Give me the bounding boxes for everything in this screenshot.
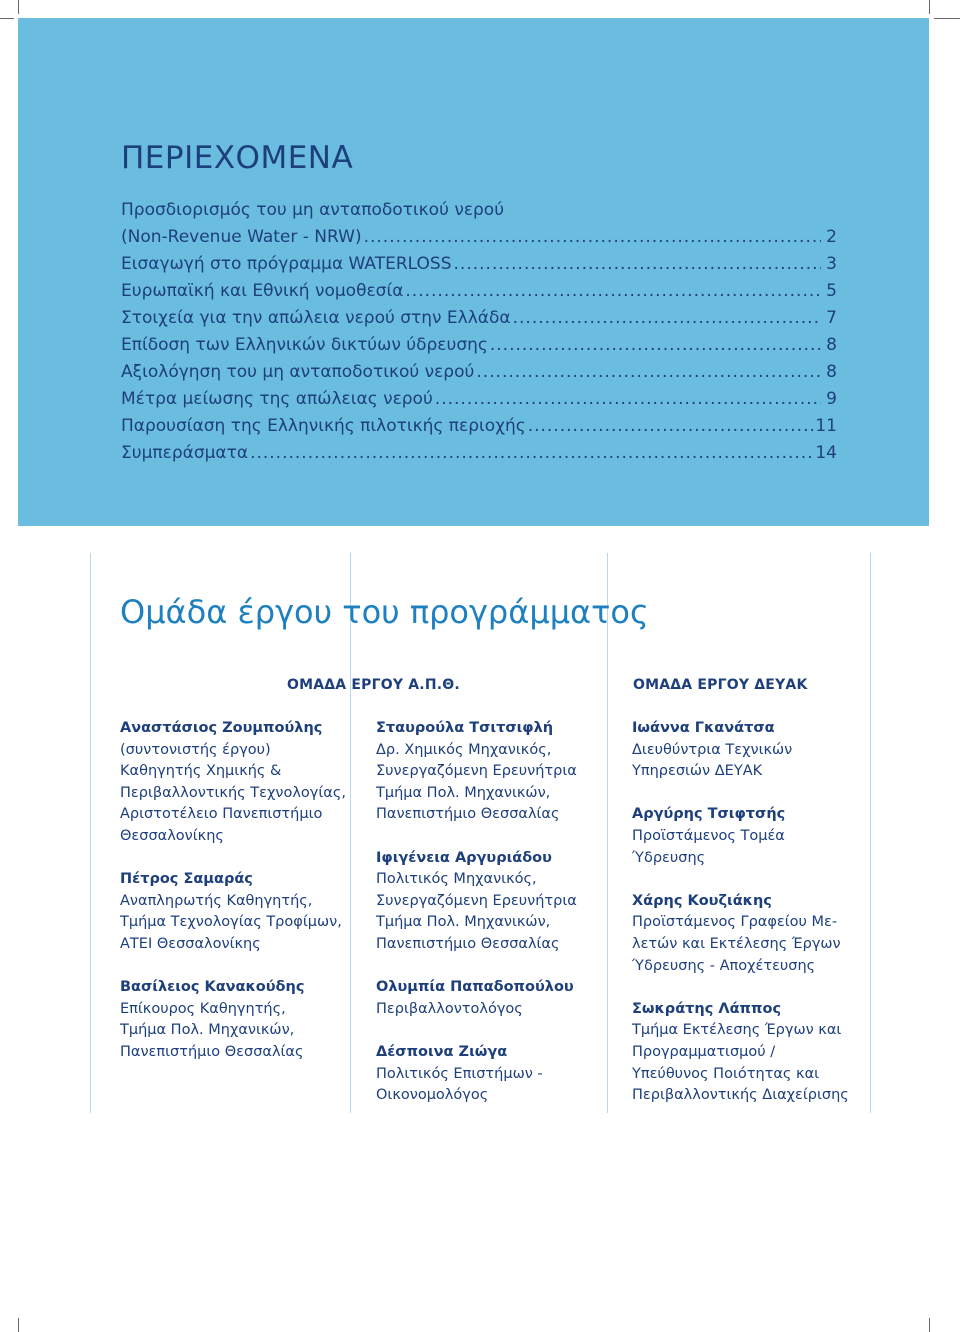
- toc-item[interactable]: [121, 224, 837, 251]
- member-name: Σωκράτης Λάππος: [632, 1000, 782, 1017]
- toc-item-page: 8: [826, 335, 837, 355]
- toc-leader: [454, 251, 821, 278]
- toc-item-label: (Non-Revenue Water - NRW): [121, 227, 362, 247]
- member-role-line: λετών και Εκτέλεσης Έργων: [632, 935, 841, 952]
- member-role-line: Καθηγητής Χημικής &: [120, 763, 282, 780]
- toc-leader: [490, 332, 821, 359]
- member-role-line: Περιβαλλοντολόγος: [376, 1000, 523, 1017]
- member-role-line: Πολιτικός Επιστήμων -: [376, 1065, 543, 1082]
- team-member: [376, 848, 577, 956]
- member-role-line: Πολιτικός Μηχανικός,: [376, 871, 537, 888]
- member-role-line: Αναπληρωτής Καθηγητής,: [120, 892, 313, 909]
- toc-item-label: Παρουσίαση της Ελληνικής πιλοτικής περιοχής: [121, 416, 526, 436]
- toc-item[interactable]: [121, 251, 837, 278]
- member-name: Ολυμπία Παπαδοπούλου: [376, 979, 574, 996]
- toc-leader: [513, 305, 821, 332]
- member-role-line: Προϊστάμενος Τομέα: [632, 827, 785, 844]
- toc-item-label: Εισαγωγή στο πρόγραμμα WATERLOSS: [121, 254, 452, 274]
- team-member: [376, 977, 577, 1020]
- team-member: [632, 891, 849, 977]
- member-role-line: Προϊστάμενος Γραφείου Με-: [632, 914, 838, 931]
- member-role-line: Περιβαλλοντικής Τεχνολογίας,: [120, 784, 346, 801]
- toc-item-label: Μέτρα μείωσης της απώλειας νερού: [121, 389, 433, 409]
- member-role-line: Τμήμα Εκτέλεσης Έργων και: [632, 1022, 842, 1039]
- crop-mark-top-left-v: [18, 0, 19, 14]
- toc-item-label: Αξιολόγηση του μη ανταποδοτικού νερού: [121, 362, 475, 382]
- toc-item[interactable]: [121, 359, 837, 386]
- team-title: Ομάδα έργου του προγράμματος: [120, 593, 649, 631]
- toc-leader: [405, 278, 821, 305]
- team-member: [120, 977, 346, 1063]
- member-role-line: Διευθύντρια Τεχνικών: [632, 741, 793, 758]
- member-role-line: Υπεύθυνος Ποιότητας και: [632, 1065, 820, 1082]
- toc-first-line-label: Προσδιορισμός του μη ανταποδοτικού νερού: [121, 200, 505, 220]
- toc-item-page: 7: [826, 308, 837, 328]
- team-member: [376, 718, 577, 826]
- guide-line-middle: [350, 553, 351, 1113]
- toc-item[interactable]: [121, 386, 837, 413]
- toc-item-label: Συμπεράσματα: [121, 443, 249, 463]
- member-role-line: Ύδρευσης - Αποχέτευσης: [632, 957, 816, 974]
- member-name: Χάρης Κουζιάκης: [632, 892, 772, 909]
- member-role-line: Ύδρευσης: [632, 849, 706, 866]
- member-role-line: (συντονιστής έργου): [120, 741, 271, 758]
- crop-mark-top-right-v: [929, 0, 930, 14]
- toc-item[interactable]: [121, 278, 837, 305]
- toc-item[interactable]: [121, 413, 837, 440]
- member-role-line: Τμήμα Πολ. Μηχανικών,: [376, 784, 551, 801]
- member-role-line: Πανεπιστήμιο Θεσσαλίας: [376, 806, 560, 823]
- toc-leader: [250, 440, 813, 467]
- team-member: [632, 804, 849, 869]
- team-column-2: [376, 718, 577, 1128]
- toc-item-page: 5: [826, 281, 837, 301]
- team-member: [120, 869, 346, 955]
- member-name: Ιωάννα Γκανάτσα: [632, 720, 775, 736]
- member-role-line: Συνεργαζόμενη Ερευνήτρια: [376, 763, 577, 780]
- member-role-line: Υπηρεσιών ΔΕΥΑΚ: [632, 763, 763, 780]
- toc-item-page: 3: [826, 254, 837, 274]
- toc-item-page: 11: [815, 416, 837, 436]
- member-role-line: Τμήμα Πολ. Μηχανικών,: [376, 914, 551, 931]
- toc-item-page: 2: [826, 227, 837, 247]
- member-name: Δέσποινα Ζιώγα: [376, 1043, 508, 1060]
- toc-list: [121, 197, 837, 467]
- toc-leader: [435, 386, 821, 413]
- toc-item-page: 8: [826, 362, 837, 382]
- member-role-line: Περιβαλλοντικής Διαχείρισης: [632, 1087, 849, 1104]
- toc-leader: [364, 224, 821, 251]
- toc-first-line: [121, 197, 837, 224]
- guide-line-left: [90, 553, 91, 1113]
- team-column-1: [120, 718, 346, 1085]
- member-name: Βασίλειος Κανακούδης: [120, 979, 305, 996]
- member-role-line: ΑΤΕΙ Θεσσαλονίκης: [120, 935, 261, 952]
- member-role-line: Προγραμματισμού /: [632, 1043, 776, 1060]
- member-name: Πέτρος Σαμαράς: [120, 871, 253, 888]
- member-role-line: Δρ. Χημικός Μηχανικός,: [376, 741, 552, 758]
- member-role-line: Θεσσαλονίκης: [120, 827, 224, 844]
- member-name: Αργύρης Τσιφτσής: [632, 806, 786, 823]
- member-role-line: Τμήμα Τεχνολογίας Τροφίμων,: [120, 914, 342, 931]
- member-role-line: Αριστοτέλειο Πανεπιστήμιο: [120, 806, 323, 823]
- team-member: [632, 718, 849, 783]
- crop-mark-top-right-h: [934, 18, 960, 19]
- member-role-line: Οικονομολόγος: [376, 1087, 489, 1104]
- member-role-line: Πανεπιστήμιο Θεσσαλίας: [120, 1043, 304, 1060]
- deyak-team-heading: ΟΜΑΔΑ ΕΡΓΟΥ ΔΕΥΑΚ: [633, 677, 808, 693]
- member-name: Ιφιγένεια Αργυριάδου: [376, 849, 552, 866]
- toc-item-label: Επίδοση των Ελληνικών δικτύων ύδρευσης: [121, 335, 488, 355]
- toc-item-page: 14: [815, 443, 837, 463]
- team-member: [120, 718, 346, 848]
- toc-item-label: Ευρωπαϊκή και Εθνική νομοθεσία: [121, 281, 404, 301]
- team-member: [376, 1042, 577, 1107]
- member-role-line: Τμήμα Πολ. Μηχανικών,: [120, 1022, 295, 1039]
- toc-item-label: Στοιχεία για την απώλεια νερού στην Ελλάδα: [121, 308, 511, 328]
- member-name: Σταυρούλα Τσιτσιφλή: [376, 720, 554, 736]
- toc-title: ΠΕΡΙΕΧΟΜΕΝΑ: [121, 140, 354, 176]
- toc-item[interactable]: [121, 305, 837, 332]
- member-role-line: Συνεργαζόμενη Ερευνήτρια: [376, 892, 577, 909]
- toc-item-page: 9: [826, 389, 837, 409]
- toc-item[interactable]: [121, 332, 837, 359]
- crop-mark-bottom-left-v: [18, 1318, 19, 1332]
- team-member: [632, 999, 849, 1107]
- toc-leader: [476, 359, 821, 386]
- toc-leader: [528, 413, 814, 440]
- apth-team-heading: ΟΜΑΔΑ ΕΡΓΟΥ Α.Π.Θ.: [287, 677, 460, 693]
- guide-line-right-a: [607, 553, 608, 1113]
- team-column-3: [632, 718, 849, 1128]
- crop-mark-top-left-h: [0, 18, 14, 19]
- crop-mark-bottom-right-v: [929, 1318, 930, 1332]
- member-name: Αναστάσιος Ζουμπούλης: [120, 720, 323, 736]
- member-role-line: Επίκουρος Καθηγητής,: [120, 1000, 286, 1017]
- member-role-line: Πανεπιστήμιο Θεσσαλίας: [376, 935, 560, 952]
- guide-line-right-b: [870, 553, 871, 1113]
- toc-item[interactable]: [121, 440, 837, 467]
